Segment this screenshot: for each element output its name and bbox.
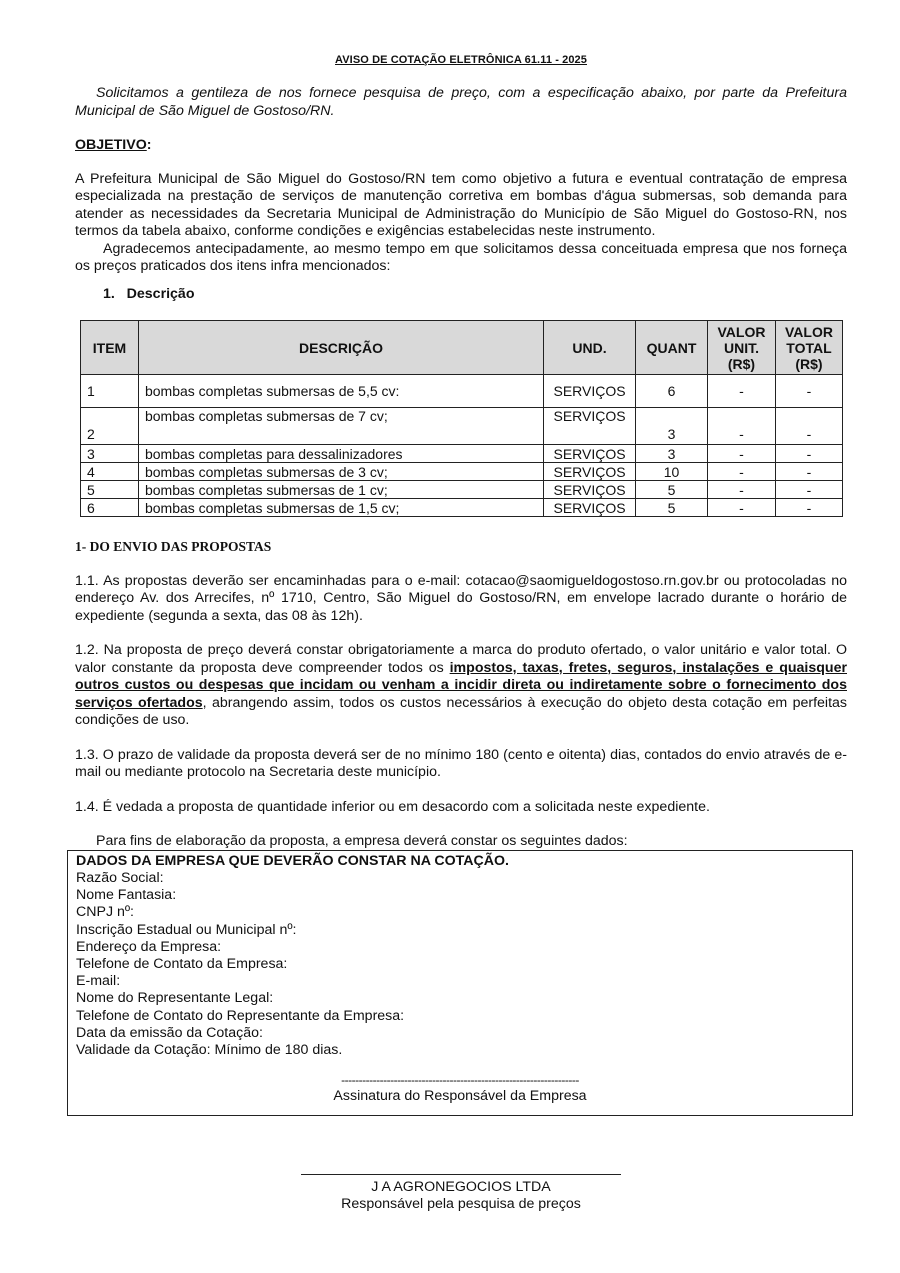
- cell-desc: bombas completas para dessalinizadores: [138, 445, 543, 463]
- field-inscricao: Inscrição Estadual ou Municipal nº:: [76, 921, 297, 938]
- document-title: AVISO DE COTAÇÃO ELETRÔNICA 61.11 - 2025: [335, 54, 587, 66]
- cell-unit: -: [708, 445, 776, 463]
- document-page: [75, 52, 847, 1116]
- envio-paragraph-2: [75, 642, 847, 730]
- cell-unit: -: [708, 463, 776, 481]
- table-row: [81, 408, 843, 445]
- field-telefone-empresa: Telefone de Contato da Empresa:: [76, 956, 288, 973]
- footer-company: J A AGRONEGOCIOS LTDA: [371, 1179, 551, 1195]
- cell-und: SERVIÇOS: [544, 408, 636, 445]
- header-valor-total: VALOR TOTAL (R$): [775, 321, 842, 375]
- cell-total: -: [775, 481, 842, 499]
- company-data-box: [67, 850, 853, 1116]
- cell-desc: bombas completas submersas de 3 cv;: [138, 463, 543, 481]
- field-telefone-representante: Telefone de Contato do Representante da Empresa:: [76, 1007, 405, 1024]
- table-row: [81, 375, 843, 408]
- descricao-heading: 1. Descrição: [103, 285, 195, 302]
- cell-desc: bombas completas submersas de 7 cv;: [138, 408, 543, 445]
- cell-desc: bombas completas submersas de 5,5 cv:: [138, 375, 543, 408]
- cell-quant: 3: [636, 445, 708, 463]
- cell-unit: -: [708, 375, 776, 408]
- cell-item: 6: [81, 499, 139, 517]
- cell-quant: 5: [636, 499, 708, 517]
- field-representante: Nome do Representante Legal:: [76, 990, 274, 1007]
- header-und: UND.: [544, 321, 636, 375]
- envio-p2-end: , abrangendo assim, todos os custos necessários à execução do objeto desta cotação em perfeitas condições de uso.: [75, 694, 847, 728]
- fins-paragraph: Para fins de elaboração da proposta, a empresa deverá constar os seguintes dados:: [96, 833, 628, 849]
- objetivo-paragraph: A Prefeitura Municipal de São Miguel do Gostoso/RN tem como objetivo a futura e eventual contratação de empresa especializada na prestação de serviços de manutenção corretiva em bombas d'água submersas, sob demanda para atender as necessidades da Secretaria Municipal de Administração do Município de São Miguel do Gostoso-RN, nos termos da tabela abaixo, conforme condições e exigências estabelecidas neste instrumento.: [75, 170, 847, 239]
- envio-paragraph-4: 1.4. É vedada a proposta de quantidade inferior ou em desacordo com a solicitada neste expediente.: [75, 798, 710, 815]
- cell-item: 4: [81, 463, 139, 481]
- cell-item: 3: [81, 445, 139, 463]
- field-nome-fantasia: Nome Fantasia:: [76, 887, 177, 904]
- cell-desc: bombas completas submersas de 1,5 cv;: [138, 499, 543, 517]
- cell-und: SERVIÇOS: [544, 499, 636, 517]
- field-validade: Validade da Cotação: Mínimo de 180 dias.: [76, 1042, 343, 1059]
- footer-role: Responsável pela pesquisa de preços: [341, 1196, 581, 1212]
- table-row: [81, 445, 843, 463]
- table-row: [81, 463, 843, 481]
- cell-und: SERVIÇOS: [544, 445, 636, 463]
- objetivo-heading-text: OBJETIVO: [75, 137, 147, 153]
- cell-und: SERVIÇOS: [544, 463, 636, 481]
- field-endereco: Endereço da Empresa:: [76, 938, 222, 955]
- footer-signature-line: [301, 1174, 621, 1175]
- cell-desc: bombas completas submersas de 1 cv;: [138, 481, 543, 499]
- cell-quant: 6: [636, 375, 708, 408]
- cell-total: -: [775, 445, 842, 463]
- items-table: [80, 320, 843, 517]
- footer-signature: [301, 1174, 621, 1213]
- signature-label: Assinatura do Responsável da Empresa: [333, 1088, 587, 1104]
- objetivo-colon: :: [146, 137, 152, 153]
- cell-unit: -: [708, 499, 776, 517]
- cell-total: -: [775, 408, 842, 445]
- envio-p2-bold: impostos, taxas, fretes, seguros, instalações e quaisquer outros custos ou despesas que incidam ou venham a incidir direta ou indiretamente sobre o fornecimento dos serviços ofertados: [75, 659, 847, 711]
- table-row: [81, 499, 843, 517]
- cell-quant: 3: [636, 408, 708, 445]
- cell-total: -: [775, 375, 842, 408]
- company-data-heading: DADOS DA EMPRESA QUE DEVERÃO CONSTAR NA COTAÇÃO.: [76, 853, 509, 869]
- header-item: ITEM: [81, 321, 139, 375]
- signature-dash-line: --------------------------------------------------------------------: [341, 1073, 579, 1087]
- cell-item: 5: [81, 481, 139, 499]
- cell-quant: 5: [636, 481, 708, 499]
- envio-heading: 1- DO ENVIO DAS PROPOSTAS: [75, 539, 272, 554]
- intro-paragraph: Solicitamos a gentileza de nos fornece pesquisa de preço, com a especificação abaixo, por parte da Prefeitura Municipal de São Miguel de Gostoso/RN.: [75, 85, 847, 119]
- table-row: [81, 481, 843, 499]
- objetivo-heading: [75, 137, 847, 155]
- field-cnpj: CNPJ nº:: [76, 904, 135, 921]
- cell-quant: 10: [636, 463, 708, 481]
- field-razao-social: Razão Social:: [76, 870, 164, 886]
- table-header-row: [81, 321, 843, 375]
- field-email: E-mail:: [76, 973, 121, 990]
- cell-item: 1: [81, 375, 139, 408]
- field-data-emissao: Data da emissão da Cotação:: [76, 1024, 263, 1041]
- cell-item: 2: [81, 408, 139, 445]
- thanks-paragraph: Agradecemos antecipadamente, ao mesmo tempo em que solicitamos dessa conceituada empresa que nos forneça os preços praticados dos itens infra mencionados:: [75, 240, 847, 274]
- cell-total: -: [775, 499, 842, 517]
- cell-total: -: [775, 463, 842, 481]
- cell-und: SERVIÇOS: [544, 481, 636, 499]
- company-signature-block: [68, 1073, 852, 1105]
- cell-und: SERVIÇOS: [544, 375, 636, 408]
- envio-p2-start: 1.2. Na proposta de preço deverá constar obrigatoriamente a marca do produto ofertado, o valor unitário e valor total. O valor constante da proposta deve compreender todos os: [75, 642, 847, 676]
- cell-unit: -: [708, 408, 776, 445]
- envio-paragraph-1: 1.1. As propostas deverão ser encaminhadas para o e-mail: cotacao@saomigueldogostoso.rn.gov.br ou protocoladas no endereço Av. dos Arrecifes, nº 1710, Centro, São Miguel do Gostoso/RN, em envelope lacrado durante o horário de expediente (segunda a sexta, das 08 às 12h).: [75, 572, 847, 624]
- cell-unit: -: [708, 481, 776, 499]
- header-descricao: DESCRIÇÃO: [138, 321, 543, 375]
- header-valor-unit: VALOR UNIT. (R$): [708, 321, 776, 375]
- header-quant: QUANT: [636, 321, 708, 375]
- envio-paragraph-3: 1.3. O prazo de validade da proposta deverá ser de no mínimo 180 (cento e oitenta) dias, contados do envio através de e-mail ou mediante protocolo na Secretaria deste município.: [75, 746, 847, 780]
